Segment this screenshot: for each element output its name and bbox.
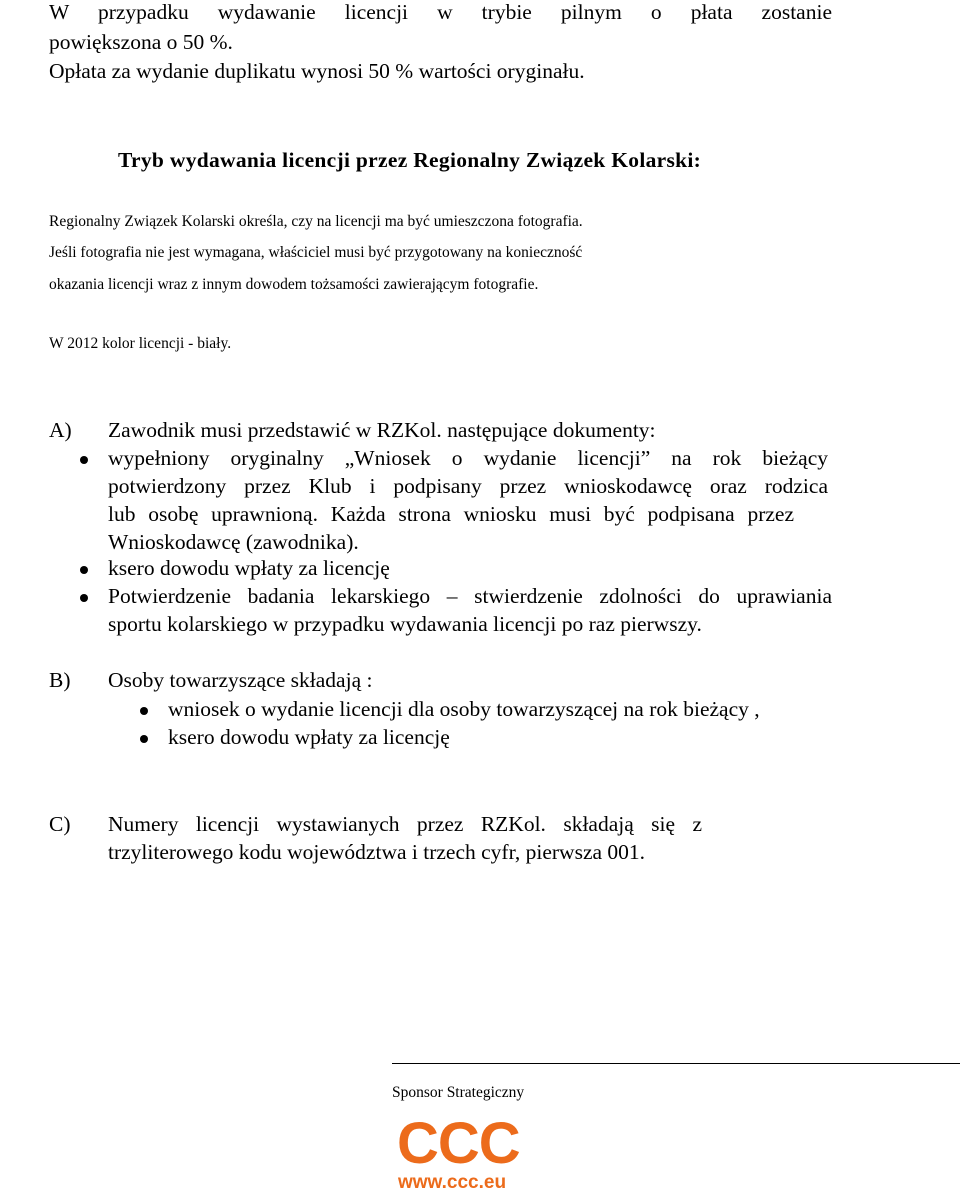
section-a-item1-line4: Wnioskodawcę (zawodnika). <box>108 530 359 554</box>
section-b-heading: Osoby towarzyszące składają : <box>108 668 373 692</box>
bullet-icon <box>80 456 88 464</box>
ccc-logo <box>395 1111 535 1194</box>
color-note: W 2012 kolor licencji - biały. <box>49 335 232 352</box>
footer-divider <box>392 1063 960 1064</box>
ccc-logo-url: www.ccc.eu <box>398 1172 507 1193</box>
section-c-line1: Numery licencji wystawianych przez RZKol. składają się z <box>108 812 702 836</box>
intro-line-2: powiększona o 50 %. <box>49 30 233 54</box>
section-a-item1-line3: lub osobę uprawnioną. Każda strona wniosku musi być podpisana przez <box>108 502 794 526</box>
section-b-label: B) <box>49 668 71 692</box>
ccc-logo-text: CCC <box>397 1111 520 1176</box>
section-a-item1-line1: wypełniony oryginalny „Wniosek o wydanie licencji” na rok bieżący <box>108 446 828 470</box>
section-a-heading: Zawodnik musi przedstawić w RZKol. następujące dokumenty: <box>108 418 656 442</box>
bullet-icon <box>140 735 148 743</box>
section-b-item2: ksero dowodu wpłaty za licencję <box>168 725 450 749</box>
bullet-icon <box>80 566 88 574</box>
section-a-item2: ksero dowodu wpłaty za licencję <box>108 556 390 580</box>
section-a-label: A) <box>49 418 72 442</box>
photo-line-1: Regionalny Związek Kolarski określa, czy na licencji ma być umieszczona fotografia. <box>49 213 583 230</box>
section-a-item3-line2: sportu kolarskiego w przypadku wydawania licencji po raz pierwszy. <box>108 612 702 636</box>
intro-line-3: Opłata za wydanie duplikatu wynosi 50 % wartości oryginału. <box>49 59 585 83</box>
section-title: Tryb wydawania licencji przez Regionalny Związek Kolarski: <box>118 148 702 172</box>
sponsor-label: Sponsor Strategiczny <box>392 1084 525 1101</box>
bullet-icon <box>80 594 88 602</box>
section-a-item3-line1: Potwierdzenie badania lekarskiego – stwierdzenie zdolności do uprawiania <box>108 584 832 608</box>
bullet-icon <box>140 707 148 715</box>
section-a-item1-line2: potwierdzony przez Klub i podpisany przez wnioskodawcę oraz rodzica <box>108 474 828 498</box>
intro-line-1: W przypadku wydawanie licencji w trybie pilnym o płata zostanie <box>49 0 832 24</box>
photo-line-2: Jeśli fotografia nie jest wymagana, właściciel musi być przygotowany na konieczność <box>49 244 583 261</box>
photo-line-3: okazania licencji wraz z innym dowodem tożsamości zawierającym fotografie. <box>49 276 539 293</box>
section-c-label: C) <box>49 812 71 836</box>
section-c-line2: trzyliterowego kodu województwa i trzech cyfr, pierwsza 001. <box>108 840 646 864</box>
section-b-item1: wniosek o wydanie licencji dla osoby towarzyszącej na rok bieżący , <box>168 697 760 721</box>
